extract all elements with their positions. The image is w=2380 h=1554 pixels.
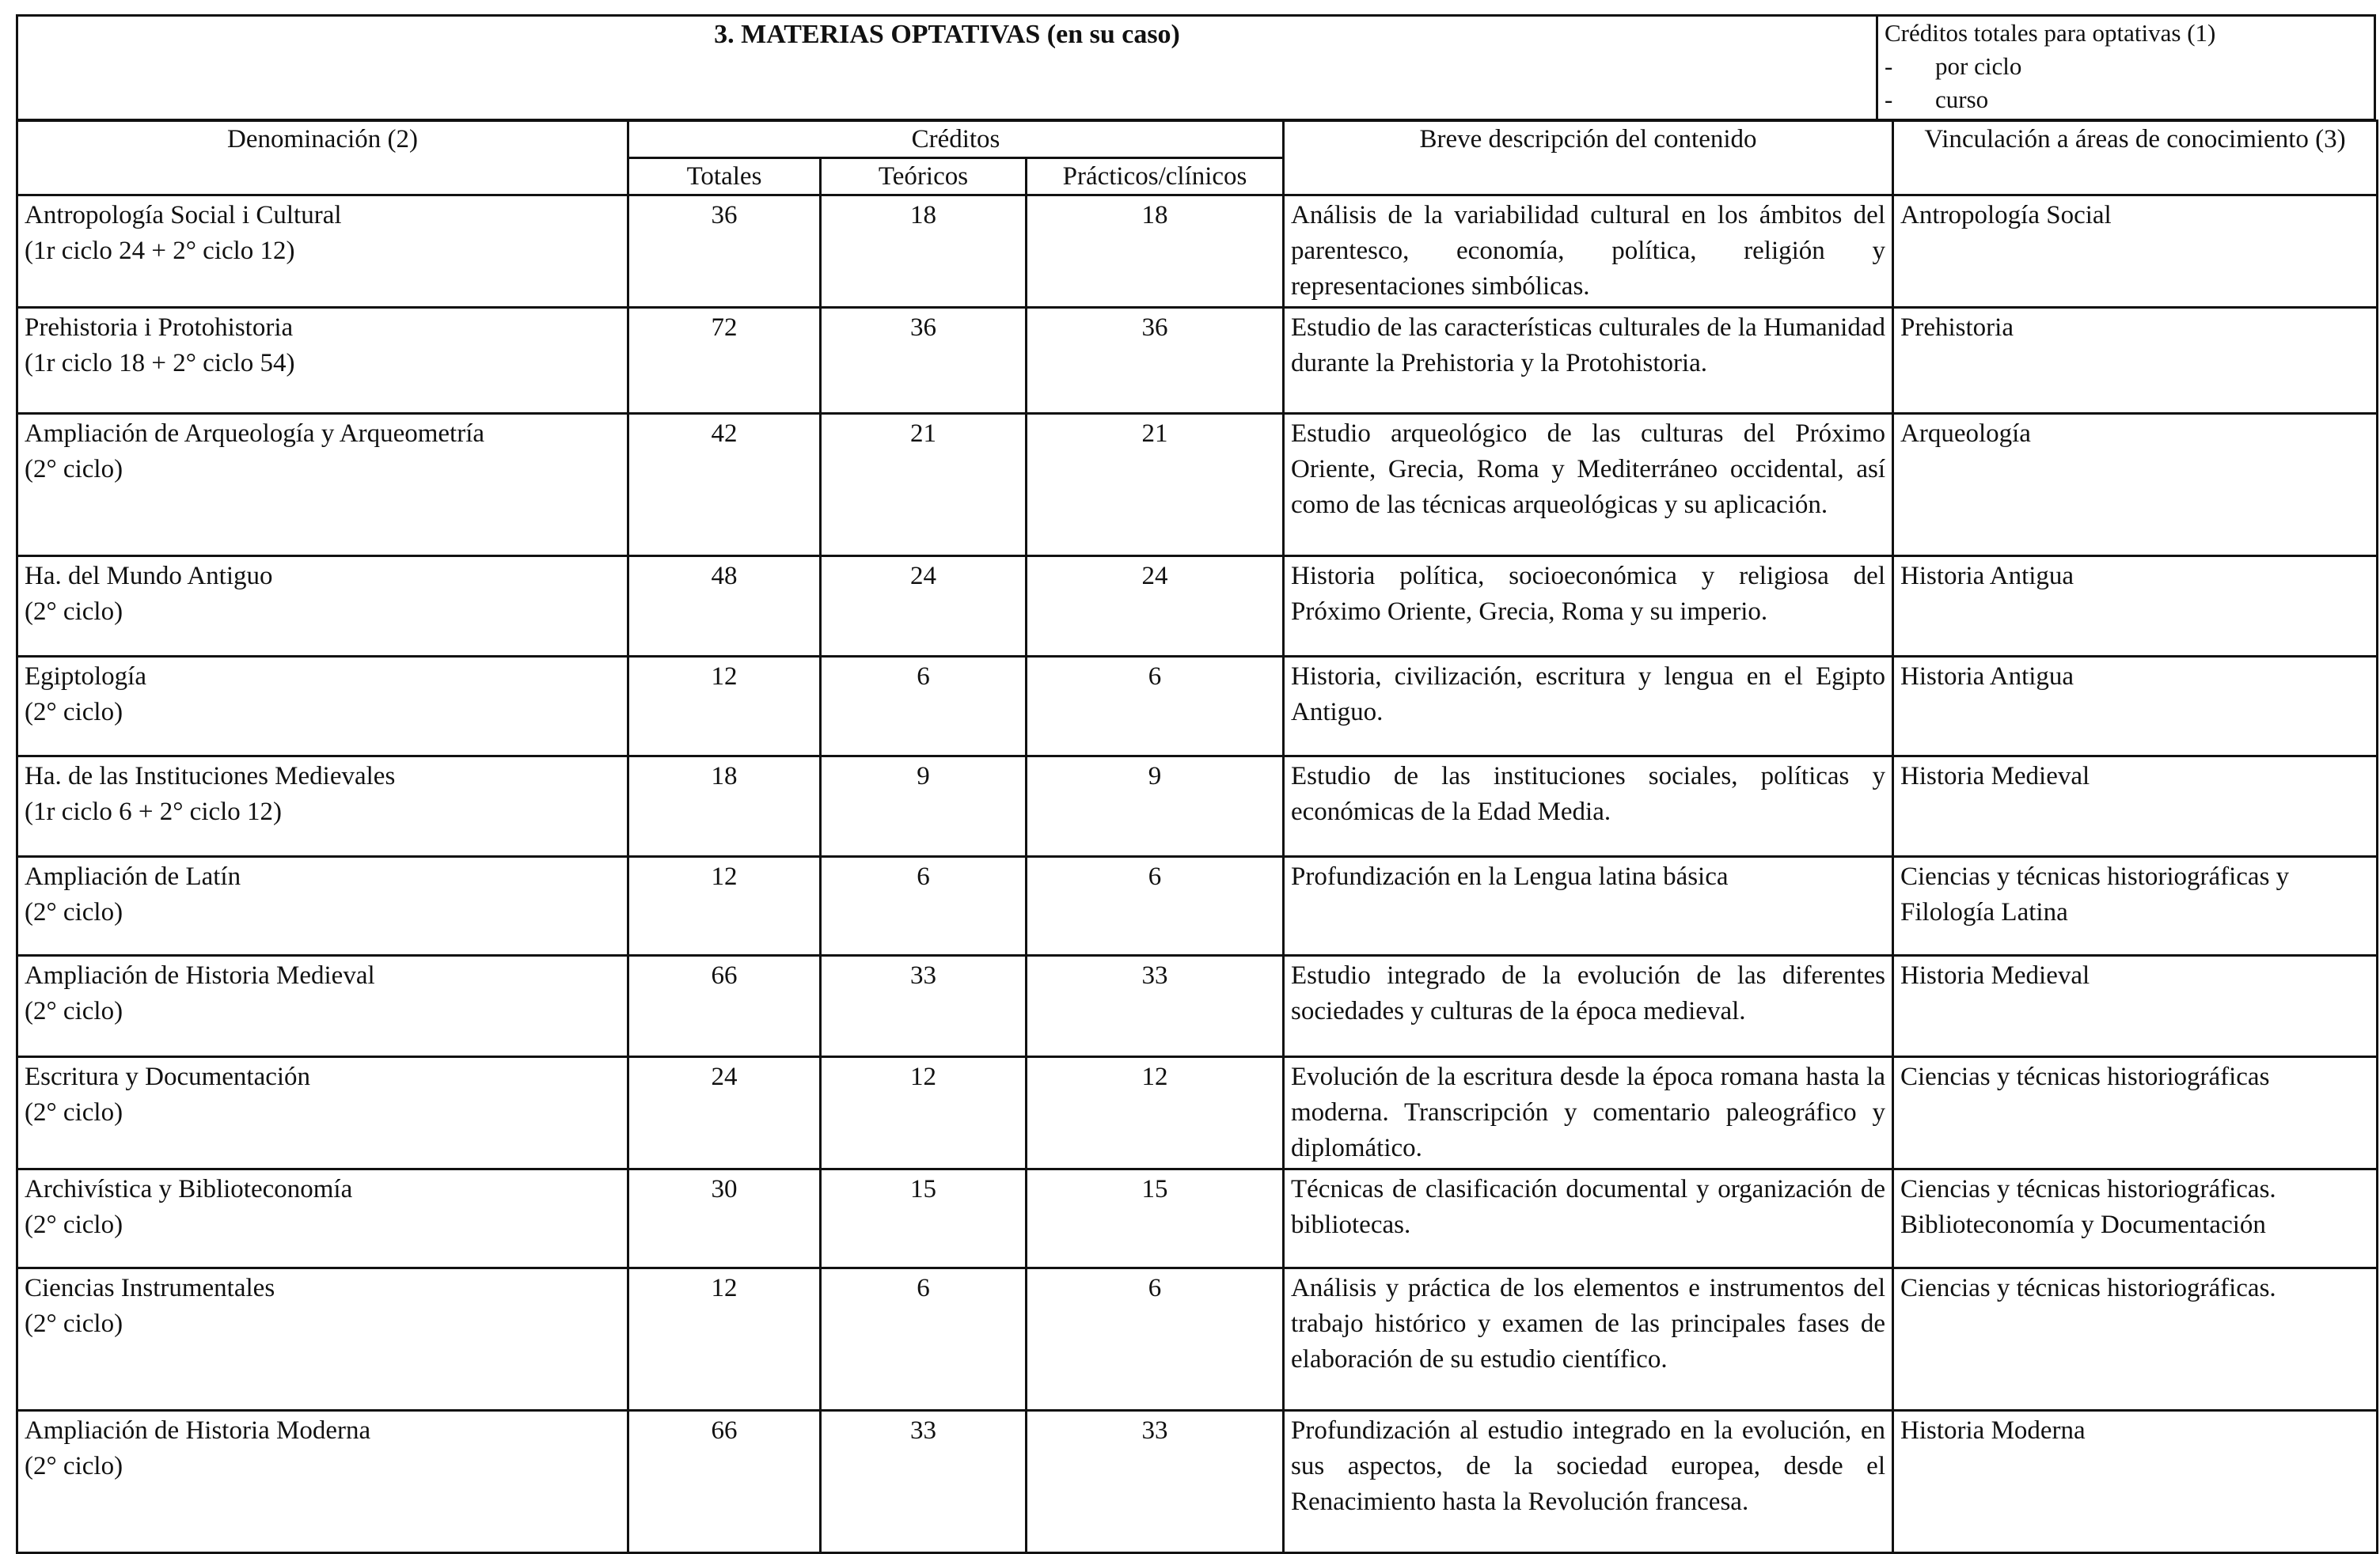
credits-theory: 6: [821, 1268, 1027, 1411]
subject-cycle: (2° ciclo): [25, 1098, 123, 1127]
credits-practice: 33: [1027, 1411, 1284, 1553]
table-row: [17, 308, 2378, 414]
dash-marker: -: [1885, 85, 1893, 113]
subject-name: Ciencias Instrumentales: [25, 1274, 275, 1302]
subject-cell: [17, 195, 628, 308]
knowledge-area: Historia Antigua: [1893, 556, 2378, 657]
subject-cell: [17, 556, 628, 657]
credits-total: 36: [628, 195, 821, 308]
per-course-label: curso: [1935, 85, 1989, 113]
knowledge-area: Ciencias y técnicas historiográficas. Biblioteconomía y Documentación: [1893, 1169, 2378, 1268]
content-description: Profundización al estudio integrado en la evolución, en sus aspectos, de la sociedad europea, desde el Renacimiento hasta la Revolución francesa.: [1284, 1411, 1893, 1553]
knowledge-area: Ciencias y técnicas historiográficas: [1893, 1057, 2378, 1169]
knowledge-area: Historia Medieval: [1893, 756, 2378, 857]
subject-cell: [17, 1268, 628, 1411]
col-practicos: Prácticos/clínicos: [1027, 158, 1284, 195]
content-description: Evolución de la escritura desde la época romana hasta la moderna. Transcripción y comentario paleográfico y diplomático.: [1284, 1057, 1893, 1169]
subject-cycle: (2° ciclo): [25, 898, 123, 927]
subject-name: Ha. de las Instituciones Medievales: [25, 762, 396, 790]
subject-cell: [17, 756, 628, 857]
subject-cycle: (2° ciclo): [25, 597, 123, 626]
credits-total: 66: [628, 956, 821, 1057]
subject-cell: [17, 1169, 628, 1268]
credits-theory: 33: [821, 1411, 1027, 1553]
credits-theory: 36: [821, 308, 1027, 414]
subject-name: Ha. del Mundo Antiguo: [25, 562, 273, 590]
section-title: 3. MATERIAS OPTATIVAS (en su caso): [18, 17, 1878, 119]
content-description: Análisis de la variabilidad cultural en los ámbitos del parentesco, economía, política, religión y representaciones simbólicas.: [1284, 195, 1893, 308]
section-header: [16, 14, 2376, 121]
table-row: [17, 1169, 2378, 1268]
knowledge-area: Arqueología: [1893, 414, 2378, 556]
credits-note-box: [1880, 17, 2371, 119]
content-description: Estudio de las instituciones sociales, políticas y económicas de la Edad Media.: [1284, 756, 1893, 857]
credits-per-cycle: [1885, 50, 2371, 83]
credits-practice: 24: [1027, 556, 1284, 657]
subject-name: Ampliación de Historia Moderna: [25, 1416, 371, 1445]
credits-practice: 9: [1027, 756, 1284, 857]
credits-per-course: [1885, 83, 2371, 116]
subject-name: Antropología Social i Cultural: [25, 201, 342, 229]
subject-cycle: (2° ciclo): [25, 1211, 123, 1239]
credits-total: 12: [628, 657, 821, 756]
col-descripcion: Breve descripción del contenido: [1284, 121, 1893, 195]
table-row: [17, 857, 2378, 956]
table-row: [17, 556, 2378, 657]
credits-practice: 6: [1027, 1268, 1284, 1411]
credits-total: 18: [628, 756, 821, 857]
knowledge-area: Ciencias y técnicas historiográficas.: [1893, 1268, 2378, 1411]
credits-note: Créditos totales para optativas (1): [1885, 19, 2216, 47]
credits-theory: 33: [821, 956, 1027, 1057]
content-description: Estudio arqueológico de las culturas del Próximo Oriente, Grecia, Roma y Mediterráneo occidental, así como de las técnicas arqueológicas y su aplicación.: [1284, 414, 1893, 556]
credits-practice: 21: [1027, 414, 1284, 556]
credits-theory: 24: [821, 556, 1027, 657]
content-description: Estudio de las características culturales de la Humanidad durante la Prehistoria y la Protohistoria.: [1284, 308, 1893, 414]
credits-practice: 12: [1027, 1057, 1284, 1169]
table-row: [17, 1268, 2378, 1411]
subject-name: Ampliación de Arqueología y Arqueometría: [25, 419, 485, 448]
col-teoricos: Teóricos: [821, 158, 1027, 195]
credits-practice: 6: [1027, 657, 1284, 756]
table-body: [17, 195, 2378, 1553]
credits-total: 42: [628, 414, 821, 556]
knowledge-area: Antropología Social: [1893, 195, 2378, 308]
knowledge-area: Prehistoria: [1893, 308, 2378, 414]
per-cycle-label: por ciclo: [1935, 52, 2022, 80]
content-description: Historia, civilización, escritura y lengua en el Egipto Antiguo.: [1284, 657, 1893, 756]
col-totales: Totales: [628, 158, 821, 195]
subject-cell: [17, 308, 628, 414]
table-row: [17, 657, 2378, 756]
table-row: [17, 414, 2378, 556]
credits-theory: 9: [821, 756, 1027, 857]
subject-name: Escritura y Documentación: [25, 1063, 311, 1091]
content-description: Estudio integrado de la evolución de las diferentes sociedades y culturas de la época medieval.: [1284, 956, 1893, 1057]
document-page: [16, 14, 2376, 1543]
knowledge-area: Historia Moderna: [1893, 1411, 2378, 1553]
credits-practice: 15: [1027, 1169, 1284, 1268]
credits-total: 66: [628, 1411, 821, 1553]
credits-total: 72: [628, 308, 821, 414]
col-creditos: Créditos: [628, 121, 1284, 158]
credits-practice: 33: [1027, 956, 1284, 1057]
credits-theory: 6: [821, 657, 1027, 756]
credits-total: 12: [628, 857, 821, 956]
table-row: [17, 1057, 2378, 1169]
subject-name: Archivística y Biblioteconomía: [25, 1175, 353, 1203]
credits-theory: 15: [821, 1169, 1027, 1268]
knowledge-area: Historia Medieval: [1893, 956, 2378, 1057]
col-vinculacion: Vinculación a áreas de conocimiento (3): [1893, 121, 2378, 195]
subject-cycle: (1r ciclo 6 + 2° ciclo 12): [25, 798, 283, 826]
subject-cycle: (2° ciclo): [25, 1452, 123, 1480]
subject-cell: [17, 857, 628, 956]
subject-cell: [17, 956, 628, 1057]
credits-theory: 21: [821, 414, 1027, 556]
table-row: [17, 956, 2378, 1057]
knowledge-area: Historia Antigua: [1893, 657, 2378, 756]
table-row: [17, 756, 2378, 857]
subject-cycle: (2° ciclo): [25, 698, 123, 726]
subject-cell: [17, 1411, 628, 1553]
col-denominacion: Denominación (2): [17, 121, 628, 195]
content-description: Técnicas de clasificación documental y organización de bibliotecas.: [1284, 1169, 1893, 1268]
content-description: Historia política, socioeconómica y religiosa del Próximo Oriente, Grecia, Roma y su imperio.: [1284, 556, 1893, 657]
content-description: Análisis y práctica de los elementos e instrumentos del trabajo histórico y examen de las principales fases de elaboración de su estudio científico.: [1284, 1268, 1893, 1411]
subject-cycle: (1r ciclo 24 + 2° ciclo 12): [25, 237, 295, 265]
credits-total: 24: [628, 1057, 821, 1169]
subject-cycle: (2° ciclo): [25, 455, 123, 483]
subject-name: Egiptología: [25, 662, 146, 691]
credits-theory: 18: [821, 195, 1027, 308]
credits-total: 30: [628, 1169, 821, 1268]
subject-name: Ampliación de Historia Medieval: [25, 961, 375, 990]
subject-cell: [17, 657, 628, 756]
header-row: [17, 121, 2378, 158]
credits-theory: 6: [821, 857, 1027, 956]
knowledge-area: Ciencias y técnicas historiográficas y Filología Latina: [1893, 857, 2378, 956]
subject-name: Prehistoria i Protohistoria: [25, 313, 294, 342]
subject-cycle: (1r ciclo 18 + 2° ciclo 54): [25, 349, 295, 377]
credits-theory: 12: [821, 1057, 1027, 1169]
table-row: [17, 195, 2378, 308]
credits-total: 12: [628, 1268, 821, 1411]
optional-subjects-table: [16, 119, 2378, 1554]
subject-name: Ampliación de Latín: [25, 862, 241, 891]
credits-practice: 18: [1027, 195, 1284, 308]
credits-total: 48: [628, 556, 821, 657]
dash-marker: -: [1885, 52, 1893, 80]
table-row: [17, 1411, 2378, 1553]
credits-practice: 6: [1027, 857, 1284, 956]
credits-practice: 36: [1027, 308, 1284, 414]
content-description: Profundización en la Lengua latina básica: [1284, 857, 1893, 956]
subject-cycle: (2° ciclo): [25, 997, 123, 1025]
subject-cell: [17, 1057, 628, 1169]
subject-cycle: (2° ciclo): [25, 1310, 123, 1338]
subject-cell: [17, 414, 628, 556]
